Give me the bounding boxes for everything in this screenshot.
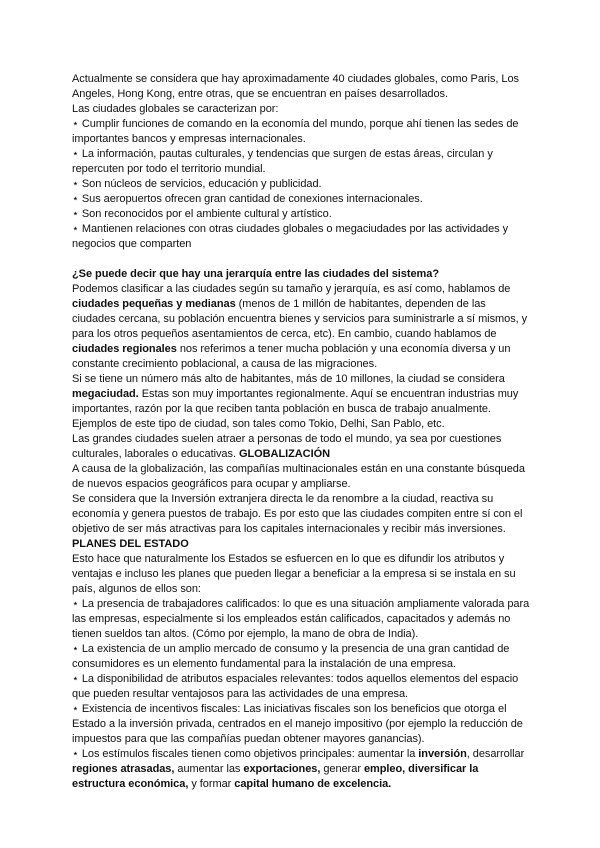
- list-item: ⋆ Son núcleos de servicios, educación y publicidad.: [72, 178, 322, 190]
- bold-term: megaciudad.: [72, 388, 139, 400]
- bold-term: ciudades regionales: [72, 343, 177, 355]
- paragraph: A causa de la globalización, las compañías multinacionales están en una constante búsqueda de nuevos espacios geográficos para ocupar y ampliarse.: [72, 463, 525, 490]
- paragraph: Ejemplos de este tipo de ciudad, son tales como Tokio, Delhi, San Pablo, etc.: [72, 418, 445, 430]
- list-item: ⋆ La presencia de trabajadores calificados: lo que es una situación ampliamente valorada para las empresas, especialmente si los empleados están calificados, capacitados y además no tienen sueldos tan altos. (Cómo por ejemplo, la mano de obra de India).: [72, 598, 530, 640]
- bold-term: inversión: [418, 748, 467, 760]
- paragraph: Si se tiene un número más alto de habitantes, más de 10 millones, la ciudad se considera megaciudad. Estas son muy importantes regionalmente. Aquí se encuentran industrias muy importantes, razón por la que reciben tanta población en busca de trabajo anualmente.: [72, 373, 519, 415]
- intro-lead: Las ciudades globales se caracterizan por:: [72, 103, 279, 115]
- paragraph: Podemos clasificar a las ciudades según su tamaño y jerarquía, es así como, hablamos de ciudades pequeñas y medianas (menos de 1 millón de habitantes, dependen de las ciudades cercana, su población encuentra bienes y servicios para suministrarle a sí mismos, y para los otros pequeños asentamientos de cerca, etc). En cambio, cuando hablamos de ciudades regionales nos referimos a tener mucha población y una economía diversa y un constante crecimiento poblacional, a causa de las migraciones.: [72, 283, 528, 370]
- bold-term: empleo, diversificar la estructura económica,: [72, 763, 479, 790]
- intro-paragraph: Actualmente se considera que hay aproximadamente 40 ciudades globales, como Paris, Los Angeles, Hong Kong, entre otras, que se encuentran en países desarrollados.: [72, 73, 519, 100]
- section-heading: ¿Se puede decir que hay una jerarquía entre las ciudades del sistema?: [72, 268, 440, 280]
- list-item: ⋆ La información, pautas culturales, y tendencias que surgen de estas áreas, circulan y repercuten por todo el territorio mundial.: [72, 148, 493, 175]
- bold-term: capital humano de excelencia.: [234, 778, 392, 790]
- bold-term: ciudades pequeñas y medianas: [72, 298, 236, 310]
- list-item: ⋆ Son reconocidos por el ambiente cultural y artístico.: [72, 208, 332, 220]
- list-item: ⋆ Cumplir funciones de comando en la economía del mundo, porque ahí tienen las sedes de importantes bancos y empresas internacionales.: [72, 118, 519, 145]
- section-heading: GLOBALIZACIÓN: [238, 448, 330, 460]
- section-heading: PLANES DEL ESTADO: [72, 538, 189, 550]
- list-item: ⋆ Sus aeropuertos ofrecen gran cantidad de conexiones internacionales.: [72, 193, 423, 205]
- paragraph: Esto hace que naturalmente los Estados se esfuercen en lo que es difundir los atributos y ventajas e incluso les planes que pueden llegar a beneficiar a la empresa si se instala en su país, algunos de ellos son:: [72, 553, 516, 595]
- bold-term: regiones atrasadas,: [72, 763, 175, 775]
- list-item: ⋆ Los estímulos fiscales tienen como objetivos principales: aumentar la inversión, desarrollar regiones atrasadas, aumentar las exportaciones, generar empleo, diversificar la estructura económica, y formar capital humano de excelencia.: [72, 748, 525, 790]
- list-item: ⋆ Existencia de incentivos fiscales: Las iniciativas fiscales son los beneficios que otorga el Estado a la inversión privada, centrados en el manejo impositivo (por ejemplo la reducción de impuestos para que las compañías puedan obtener mayores ganancias).: [72, 703, 523, 745]
- document-body: [72, 72, 532, 792]
- bold-term: exportaciones,: [243, 763, 321, 775]
- paragraph: Se considera que la Inversión extranjera directa le da renombre a la ciudad, reactiva su economía y genera puestos de trabajo. Es por esto que las ciudades compiten entre sí con el objetivo de ser más atractivas para los capitales internacionales y recibir más inversiones.: [72, 493, 523, 535]
- spacer: [72, 252, 532, 267]
- paragraph: Las grandes ciudades suelen atraer a personas de todo el mundo, ya sea por cuestiones culturales, laborales o educativas. GLOBALIZACIÓN: [72, 433, 502, 460]
- list-item: ⋆ La disponibilidad de atributos espaciales relevantes: todos aquellos elementos del espacio que pueden resultar ventajosos para las actividades de una empresa.: [72, 673, 519, 700]
- list-item: ⋆ Mantienen relaciones con otras ciudades globales o megaciudades por las actividades y negocios que comparten: [72, 223, 509, 250]
- list-item: ⋆ La existencia de un amplio mercado de consumo y la presencia de una gran cantidad de consumidores es un elemento fundamental para la instalación de una empresa.: [72, 643, 510, 670]
